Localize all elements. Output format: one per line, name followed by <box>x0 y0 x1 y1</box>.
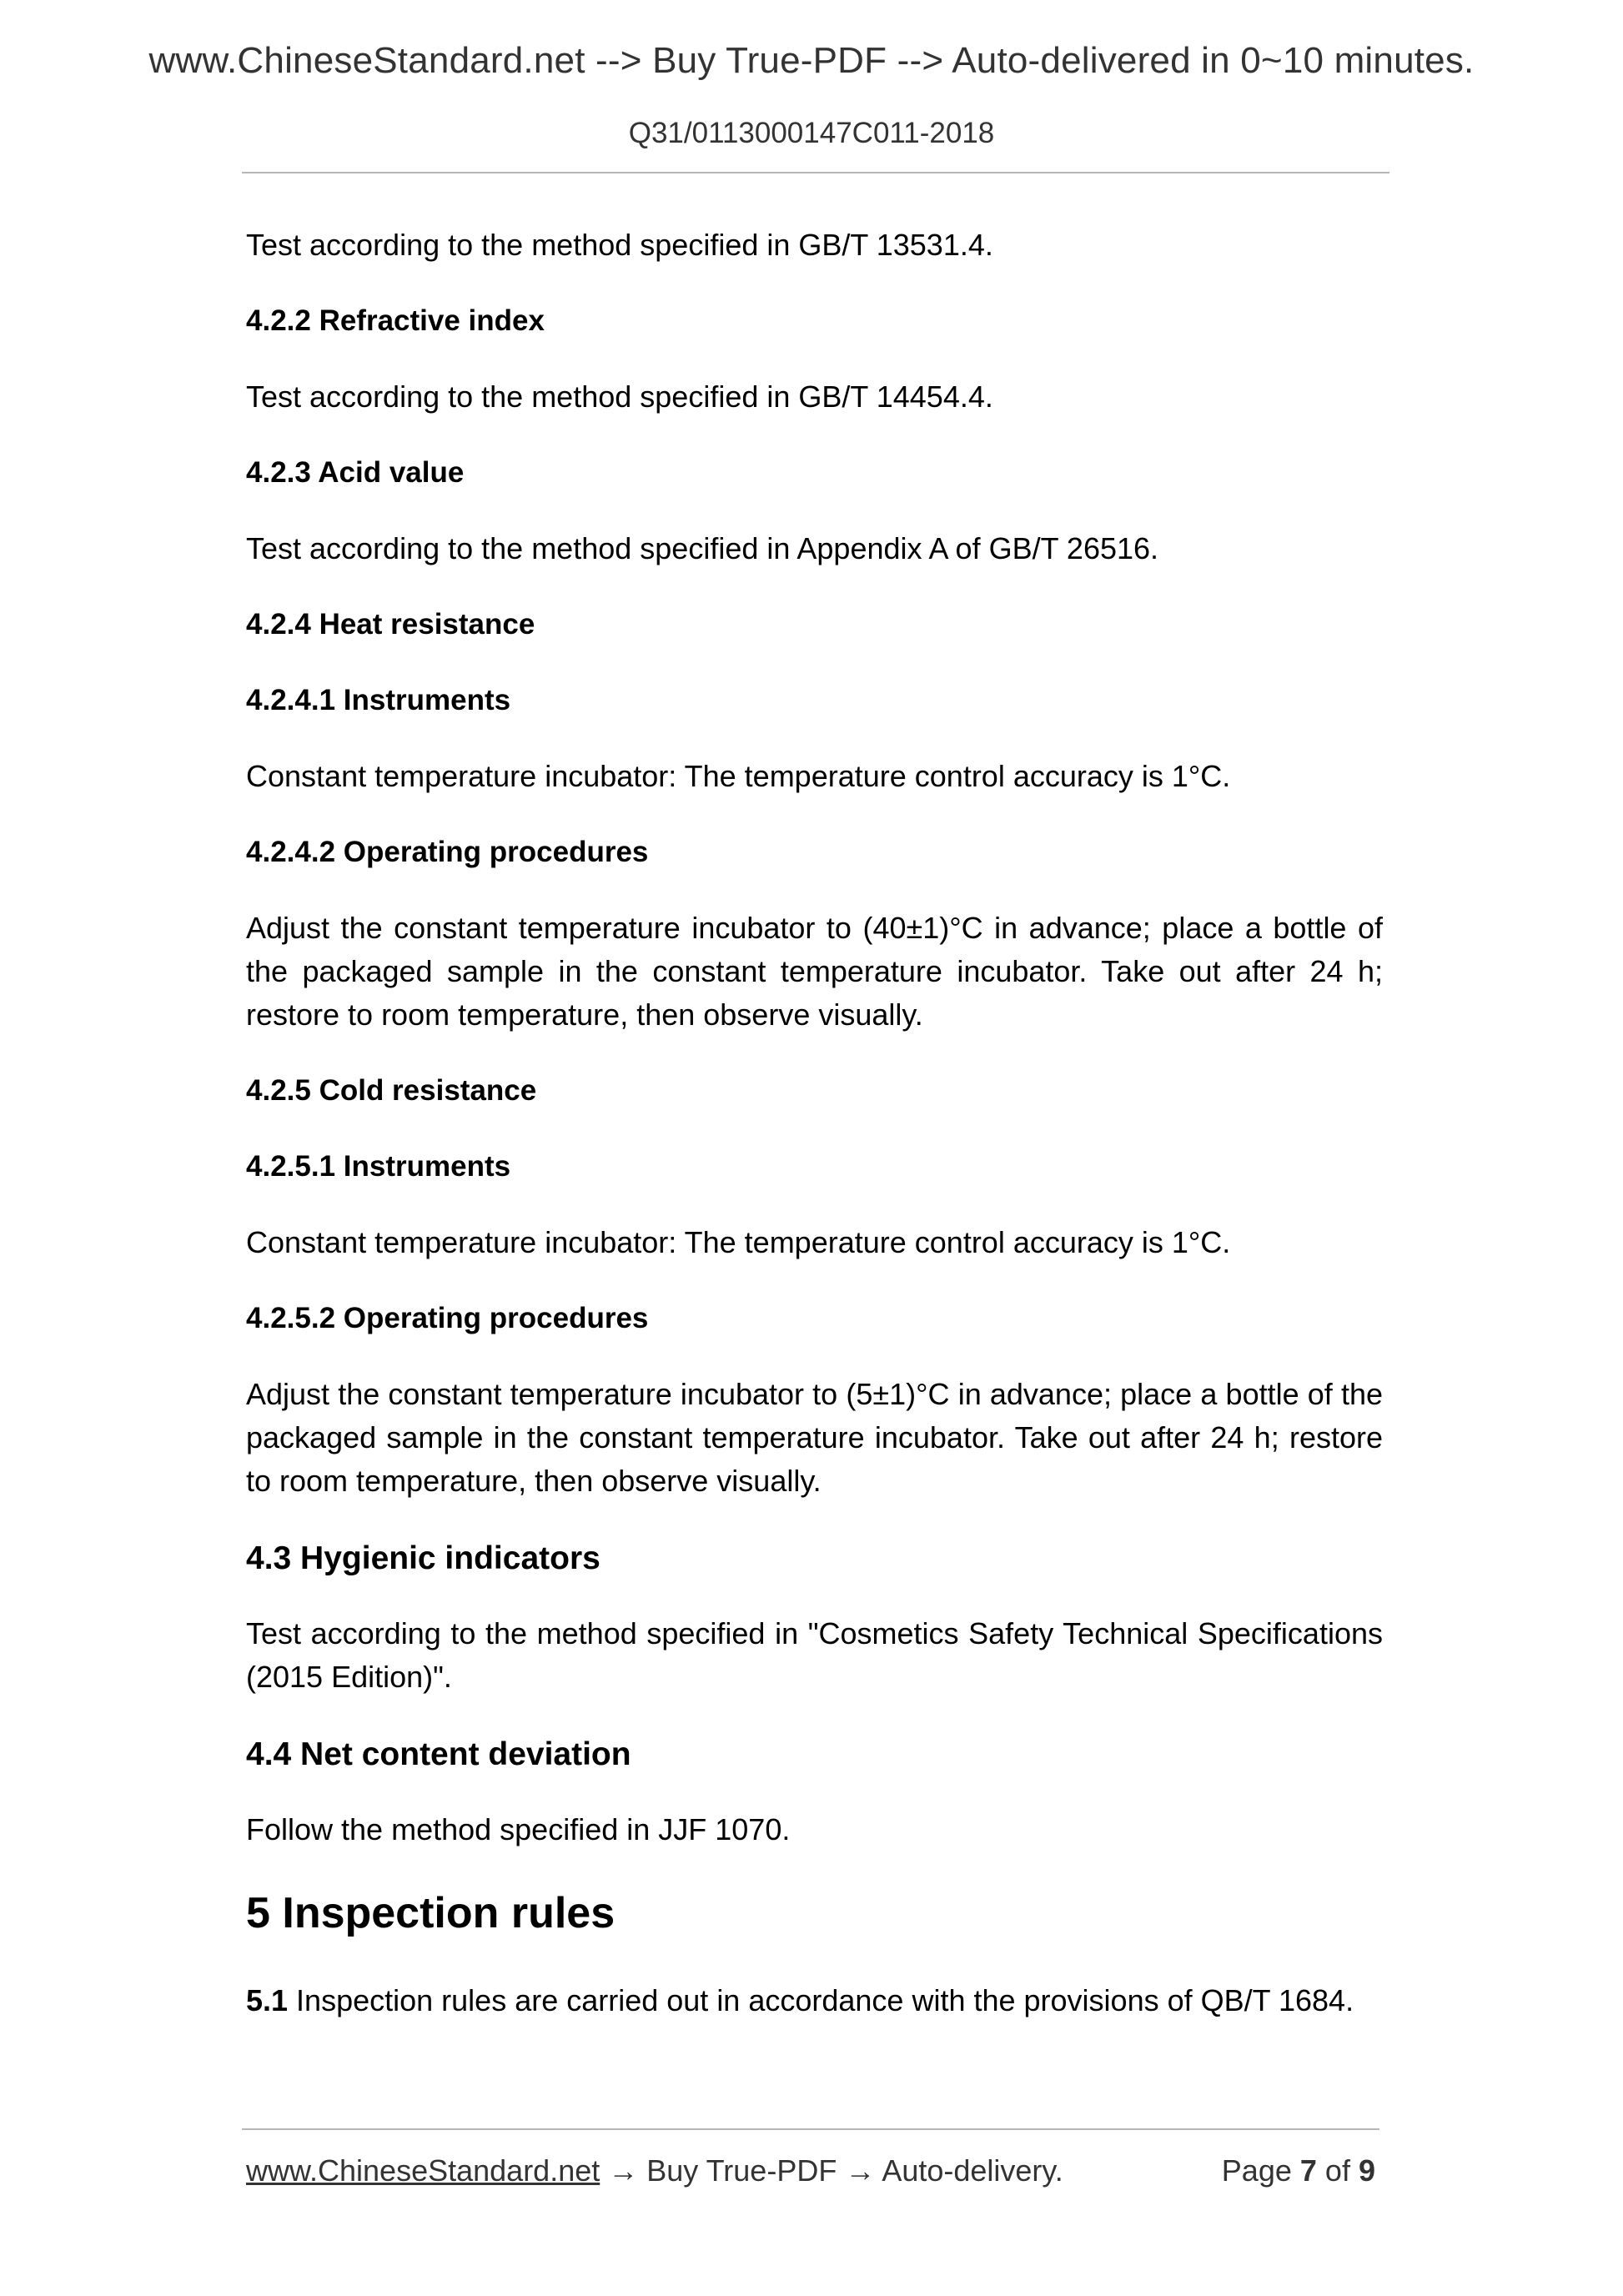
paragraph-4-2-3: Test according to the method specified in Appendix A of GB/T 26516. <box>246 531 1159 565</box>
footer-divider <box>242 2128 1379 2130</box>
heading-4-2-5-1: 4.2.5.1 Instruments <box>246 1150 511 1183</box>
page-of-label: of <box>1324 2153 1350 2188</box>
page-total: 9 <box>1358 2153 1375 2188</box>
heading-4-2-2: 4.2.2 Refractive index <box>246 304 545 337</box>
paragraph-4-2-5-1: Constant temperature incubator: The temperature control accuracy is 1°C. <box>246 1225 1231 1259</box>
heading-5: 5 Inspection rules <box>246 1889 616 1937</box>
footer-site-link[interactable]: www.ChineseStandard.net <box>246 2153 600 2188</box>
clause-text-5-1: Inspection rules are carried out in accordance with the provisions of QB/T 1684. <box>288 1983 1354 2017</box>
paragraph-4-2-5-2: Adjust the constant temperature incubator to (5±1)°C in advance; place a bottle of the packaged sample in the constant temperature incubator. Take out after 24 h; restore to room temperature, then observe visually. <box>246 1377 1383 1498</box>
clause-number-5-1: 5.1 <box>246 1983 289 2017</box>
document-number: Q31/0113000147C011-2018 <box>628 117 995 149</box>
heading-4-3: 4.3 Hygienic indicators <box>246 1540 600 1576</box>
paragraph-4-2-2: Test according to the method specified in GB/T 14454.4. <box>246 379 993 414</box>
heading-4-2-4-1: 4.2.4.1 Instruments <box>246 684 511 716</box>
paragraph-4-2-4-2: Adjust the constant temperature incubator to (40±1)°C in advance; place a bottle of the packaged sample in the constant temperature incubator. Take out after 24 h; restore to room temperature, then observe visually. <box>246 911 1383 1032</box>
page-current: 7 <box>1299 2153 1317 2188</box>
heading-4-2-4-2: 4.2.4.2 Operating procedures <box>246 836 649 868</box>
footer-promo <box>246 2150 1063 2192</box>
heading-4-2-5: 4.2.5 Cold resistance <box>246 1074 537 1107</box>
header-divider <box>242 172 1389 173</box>
heading-4-2-5-2: 4.2.5.2 Operating procedures <box>246 1302 649 1334</box>
page-indicator <box>1222 2150 1375 2192</box>
header-banner: www.ChineseStandard.net --> Buy True-PDF --> Auto-delivered in 0~10 minutes. <box>148 40 1475 81</box>
paragraph-4-4: Follow the method specified in JJF 1070. <box>246 1812 791 1846</box>
page-content <box>246 224 1383 2022</box>
heading-4-2-3: 4.2.3 Acid value <box>246 456 465 489</box>
paragraph-5-1 <box>246 1979 1383 2022</box>
heading-4-4: 4.4 Net content deviation <box>246 1736 631 1772</box>
footer-promo-text: → Buy True-PDF → Auto-delivery. <box>600 2153 1063 2188</box>
heading-4-2-4: 4.2.4 Heat resistance <box>246 608 535 641</box>
paragraph-4-2-1: Test according to the method specified in GB/T 13531.4. <box>246 228 993 262</box>
paragraph-4-2-4-1: Constant temperature incubator: The temperature control accuracy is 1°C. <box>246 759 1231 793</box>
paragraph-4-3: Test according to the method specified in "Cosmetics Safety Technical Specifications (2015 Edition)". <box>246 1616 1383 1694</box>
page-label: Page <box>1221 2153 1292 2188</box>
